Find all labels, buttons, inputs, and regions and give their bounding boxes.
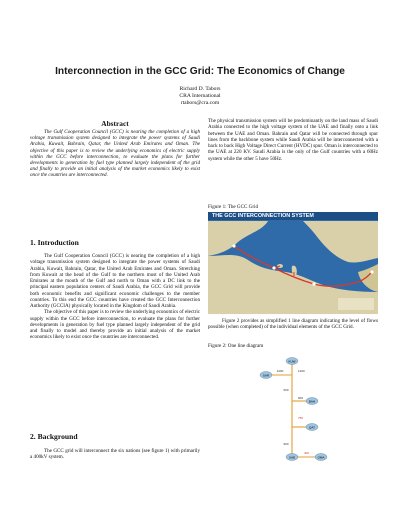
introduction-body (30, 253, 200, 341)
intro-paragraph-2: The objective of this paper is to review the underlying economics of electric supply within the GCC before interconnection, to evaluate the plans for further developments in generation by fuel type planned largely independent of the grid and finally to model and thereby provide an initial analysis of the market economics likely to exist once the countries are interconnected. (30, 309, 200, 341)
node-sar-label: SAR (262, 373, 270, 378)
capacity-label: 400 (304, 451, 310, 455)
oman-node (370, 270, 373, 273)
author-email: rtabors@cra.com (180, 100, 220, 106)
node-kuw-label: KUW (288, 359, 296, 364)
abstract-heading: Abstract (101, 119, 129, 128)
node-qat-label: QAT (309, 425, 315, 430)
map-title: THE GCC INTERCONNECTION SYSTEM (212, 213, 314, 219)
capacity-label: 600 (283, 388, 289, 392)
intro-paragraph-1: The Gulf Cooperation Council (GCC) is nearing the completion of a high voltage transmission system designed to integrate the power systems of Saudi Arabia, Kuwait, Bahrain, Qatar, the United Arab Emirates and Oman. Stretching from Kuwait at the head of the Gulf to the northern most of the United Arab Emirates at the mouth of the Gulf and north to Oman with a DC link to the principal eastern population centers of Saudi Arabia, the GCC Grid will provide both economic benefits and significant economic challenges to the member countries. To this end the GCC countries have created the GCC Interconnection Authority (GCCIA) physically located in the Kingdom of Saudi Arabia. (30, 253, 200, 309)
transmission-paragraph: The physical transmission system will be predominantly on the land mass of Saudi Arabia connected to the high voltage system of the UAE and finally onto a link between the UAE and Oman. Bahrain and Qatar will be connected through spur lines from the backbone system while Saudi Arabia will be interconnected with a back to back High Voltage Direct Current (HVDC) spur. Oman is interconnected to the UAE at 220 KV. Saudi Arabia is the only of the Gulf countries with a 60Hz system while the other 5 have 50Hz. (208, 118, 378, 162)
abstract-text: The Gulf Cooperation Council (GCC) is nearing the completion of a high voltage transmission system designed to integrate the power systems of Saudi Arabia, Kuwait, Bahrain, Qatar, the United Arab Emirates and Oman. The objective of this paper is to review the underlying economics of electric supply within the GCC before interconnection, to evaluate the plans for further developments in generation by fuel type planned largely independent of the grid and finally to provide an initial analysis of the market economics likely to exist once the countries are interconnected. (30, 129, 200, 179)
paper-title: Interconnection in the GCC Grid: The Economics of Change (55, 66, 345, 77)
capacity-label: 1200 (298, 369, 305, 373)
map-graphic (208, 212, 378, 314)
figure-1-map (208, 212, 378, 314)
map-legend-box (338, 298, 374, 310)
background-body (30, 448, 200, 461)
iran-land (303, 221, 378, 263)
figure-2-intro-text: Figure 2 provides as simplified 1 line diagram indicating the level of flows possible (when completed) of the individual elements of the GCC Grid. (208, 318, 378, 331)
figure-2-one-line-diagram (258, 353, 328, 468)
saudi-node (272, 266, 275, 269)
capacity-label: 900 (283, 442, 289, 446)
uae-node (312, 282, 315, 285)
figure-1-caption: Figure 1: The GCC Grid (208, 204, 258, 210)
kuwait-iraq-land (208, 221, 268, 256)
node-oma-label: OMA (317, 455, 325, 460)
figure-2-caption: Figure 2: One line diagram (208, 343, 264, 349)
section-heading-background: 2. Background (30, 432, 78, 441)
capacity-label: 750 (298, 416, 304, 420)
capacity-label: 600 (298, 396, 304, 400)
background-paragraph-1: The GCC grid will interconnect the six nations (see figure 1) with primarily a 400kV system. (30, 448, 200, 461)
right-column-text (208, 118, 378, 162)
author-affiliation: CRA International (179, 93, 221, 99)
node-bah-label: BAH (308, 399, 316, 404)
node-uae-label: UAE (288, 455, 296, 460)
oman-land (358, 264, 378, 292)
author-name: Richard D. Tabors (179, 86, 221, 92)
author-block (120, 86, 280, 107)
capacity-label: 1200 (276, 369, 284, 373)
kuwait-node (232, 244, 235, 247)
section-heading-introduction: 1. Introduction (30, 238, 79, 247)
